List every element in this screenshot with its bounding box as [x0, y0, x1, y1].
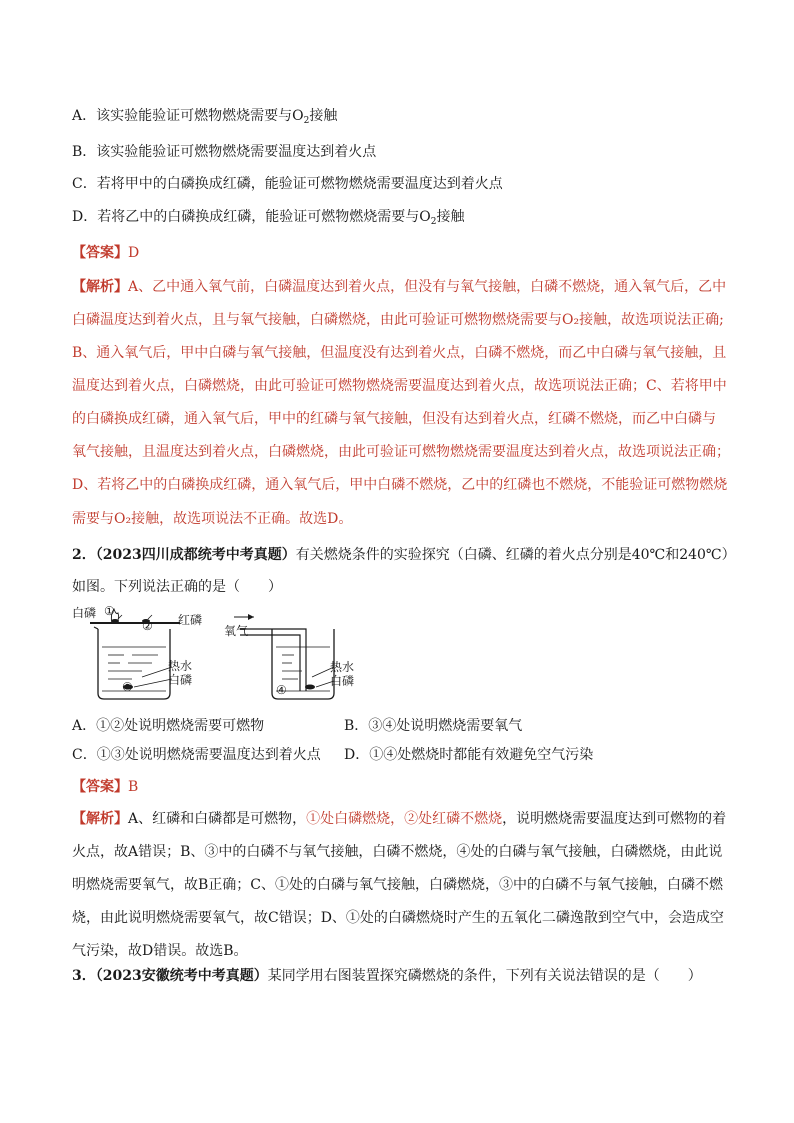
q2-analysis-line-2: 火点，故A错误；B、③中的白磷不与氧气接触，白磷不燃烧，④处的白磷与氧气接触，白磷燃烧，由此说	[72, 844, 723, 860]
label-white-phosphorus-2: 白磷	[168, 673, 193, 687]
beaker-1	[90, 609, 180, 699]
q2-option-b: B．③④处说明燃烧需要氧气	[344, 718, 523, 734]
label-circle-1: ①	[104, 605, 115, 618]
q1-analysis-line-6: 氧气接触，且温度达到着火点，白磷燃烧，由此可验证可燃物燃烧需要温度达到着火点，故选项说法正确；	[72, 444, 730, 460]
label-circle-3: ③	[122, 680, 133, 694]
q2-experiment-figure	[72, 605, 372, 705]
q2-analysis-line-3: 明燃烧需要氧气，故B正确；C、①处的白磷与氧气接触，白磷燃烧，③中的白磷不与氧气接触，白磷不燃	[72, 877, 723, 893]
q1-analysis-line-3: B、通入氧气后，甲中白磷与氧气接触，但温度没有达到着火点，白磷不燃烧，而乙中白磷与氧气接触，且	[72, 345, 727, 361]
q1-analysis-line-2: 白磷温度达到着火点，且与氧气接触，白磷燃烧，由此可验证可燃物燃烧需要与O₂接触，故选项说法正确;	[72, 312, 724, 328]
label-circle-4: ④	[276, 683, 287, 697]
label-white-phosphorus: 白磷	[72, 606, 97, 620]
label-oxygen: 氧气	[224, 624, 249, 638]
q3-stem: 3．（2023安徽统考中考真题）某同学用右图装置探究磷燃烧的条件，下列有关说法错误的是（ ）	[72, 968, 702, 984]
q2-options-row-1	[72, 716, 523, 736]
label-circle-2: ②	[142, 619, 153, 633]
q1-option-a: A．该实验能验证可燃物燃烧需要与$O_2$接触	[72, 108, 338, 126]
q2-answer: 【答案】B	[72, 779, 139, 795]
q2-options-row-2	[72, 745, 594, 765]
q1-option-d: D．若将乙中的白磷换成红磷，能验证可燃物燃烧需要与$O_2$接触	[72, 209, 465, 227]
q1-analysis-line-7: D、若将乙中的白磷换成红磷，通入氧气后，甲中白磷不燃烧，乙中的红磷也不燃烧，不能验证可燃物燃烧	[72, 477, 728, 493]
q2-option-d: D．①④处燃烧时都能有效避免空气污染	[344, 747, 594, 763]
q1-analysis-line-1: 【解析】A、乙中通入氧气前，白磷温度达到着火点，但没有与氧气接触，白磷不燃烧，通入氧气后，乙中	[72, 279, 727, 295]
label-red-phosphorus: 红磷	[178, 613, 203, 627]
label-white-phosphorus-3: 白磷	[330, 674, 355, 688]
q1-analysis-line-4: 温度达到着火点，白磷燃烧，由此可验证可燃物燃烧需要温度达到着火点，故选项说法正确；C、若将甲中	[72, 378, 727, 394]
q2-analysis-line-5: 气污染，故D错误。故选B。	[72, 943, 248, 959]
q2-analysis-line-4: 烧，由此说明燃烧需要氧气，故C错误；D、①处的白磷燃烧时产生的五氧化二磷逸散到空气中，会造成空	[72, 910, 724, 926]
q1-answer: 【答案】D	[72, 245, 140, 261]
q1-analysis-line-8: 需要与O₂接触，故选项说法不正确。故选D。	[72, 511, 353, 527]
q2-option-a: A．①②处说明燃烧需要可燃物	[72, 718, 265, 734]
q1-option-c: C．若将甲中的白磷换成红磷，能验证可燃物燃烧需要温度达到着火点	[72, 176, 503, 192]
q1-option-b: B．该实验能验证可燃物燃烧需要温度达到着火点	[72, 144, 377, 160]
q1-analysis-line-5: 的白磷换成红磷，通入氧气后，甲中的红磷与氧气接触，但没有达到着火点，红磷不燃烧，而乙中白磷与	[72, 411, 716, 427]
label-hot-water-1: 热水	[168, 659, 193, 673]
q2-option-c: C．①③处说明燃烧需要温度达到着火点	[72, 747, 321, 763]
q2-stem-line-2: 如图。下列说法正确的是（ ）	[72, 579, 282, 595]
q2-analysis-line-1: 【解析】A、红磷和白磷都是可燃物，①处白磷燃烧，②处红磷不燃烧，说明燃烧需要温度达到可燃物的着	[72, 811, 727, 827]
q2-stem-line-1: 2．（2023四川成都统考中考真题）有关燃烧条件的实验探究（白磷、红磷的着火点分别是40℃和240℃）	[72, 547, 736, 563]
label-hot-water-2: 热水	[330, 660, 355, 674]
